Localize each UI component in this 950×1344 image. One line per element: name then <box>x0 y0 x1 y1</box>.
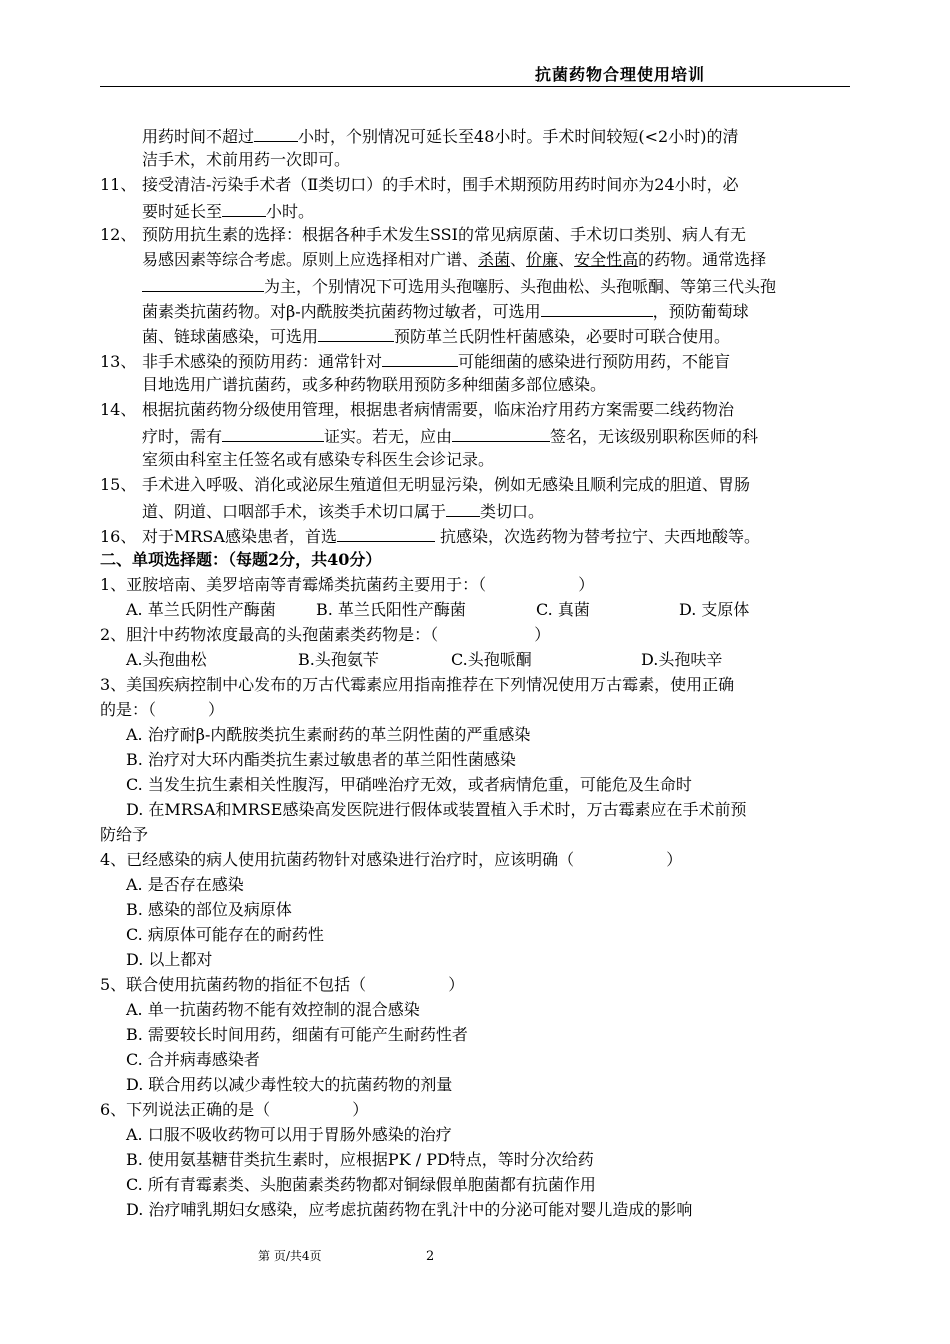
mc-question-1-stem: 1、亚胺培南、美罗培南等青霉烯类抗菌药主要用于：（ ） <box>100 575 595 594</box>
q10-line-2: 洁手术，术前用药一次即可。 <box>142 150 351 169</box>
footer-page-number: 2 <box>426 1249 435 1264</box>
option-c[interactable]: C. 当发生抗生素相关性腹泻，甲硝唑治疗无效，或者病情危重，可能危及生命时 <box>126 775 692 794</box>
question-16: 16、 对于MRSA感染患者，首选 抗感染，次选药物为替考拉宁、夫西地酸等。 <box>100 522 852 547</box>
page-header-title: 抗菌药物合理使用培训 <box>535 65 706 84</box>
mc-question-6-stem: 6、下列说法正确的是（ ） <box>100 1100 369 1119</box>
option-b[interactable]: B. 治疗对大环内酯类抗生素过敏患者的革兰阳性菌感染 <box>126 750 516 769</box>
option-a[interactable]: A.头孢曲松 <box>126 650 207 669</box>
answer-blank[interactable] <box>222 422 324 442</box>
answer-blank[interactable] <box>222 197 266 217</box>
question-11: 11、 接受清洁-污染手术者（Ⅱ类切口）的手术时，围手术期预防用药时间亦为24小时，必 <box>100 172 852 197</box>
question-14-line-3: 室须由科室主任签名或有感染专科医生会诊记录。 <box>142 450 495 469</box>
option-d[interactable]: D.头孢呋辛 <box>641 650 723 669</box>
question-number: 11、 <box>100 175 137 194</box>
option-c[interactable]: C. 合并病毒感染者 <box>126 1050 260 1069</box>
option-a[interactable]: A. 治疗耐β-内酰胺类抗生素耐药的革兰阴性菌的严重感染 <box>126 725 531 744</box>
option-d[interactable]: D. 在MRSA和MRSE感染高发医院进行假体或装置植入手术时，万古霉素应在手术前预 <box>126 800 747 819</box>
option-d[interactable]: D. 以上都对 <box>126 950 213 969</box>
document-body <box>100 122 852 1222</box>
option-a[interactable]: A. 是否存在感染 <box>126 875 244 894</box>
footer-page-text: 第 页/共4页 <box>258 1249 322 1263</box>
answer-blank[interactable] <box>337 522 435 542</box>
option-c[interactable]: C. 真菌 <box>536 600 590 619</box>
question-number: 16、 <box>100 527 137 546</box>
option-b[interactable]: B. 革兰氏阳性产酶菌 <box>316 600 466 619</box>
option-c[interactable]: C. 所有青霉素类、头胞菌素类药物都对铜绿假单胞菌都有抗菌作用 <box>126 1175 596 1194</box>
option-d[interactable]: D. 支原体 <box>679 600 750 619</box>
answer-blank[interactable] <box>541 297 653 317</box>
option-a[interactable]: A. 口服不吸收药物可以用于胃肠外感染的治疗 <box>126 1125 452 1144</box>
q10-line-1: 用药时间不超过 小时，个别情况可延长至48小时。手术时间较短(<2小时)的清 <box>100 122 852 147</box>
mc-question-2-stem: 2、胆汁中药物浓度最高的头孢菌素类药物是：（ ） <box>100 625 551 644</box>
option-c[interactable]: C. 病原体可能存在的耐药性 <box>126 925 324 944</box>
underlined-term: 安全性高 <box>574 250 639 269</box>
answer-blank[interactable] <box>446 497 480 517</box>
question-15-cont: 道、阴道、口咽部手术，该类手术切口属于 类切口。 <box>100 497 852 522</box>
option-d[interactable]: D. 治疗哺乳期妇女感染，应考虑抗菌药物在乳汁中的分泌可能对婴儿造成的影响 <box>126 1200 693 1219</box>
answer-blank[interactable] <box>452 422 550 442</box>
mc-question-3-stem-cont: 的是：（ ） <box>100 700 225 719</box>
question-number: 13、 <box>100 352 137 371</box>
question-12-line-5: 菌、链球菌感染，可选用 预防革兰氏阴性杆菌感染，必要时可联合使用。 <box>100 322 852 347</box>
question-13: 13、 非手术感染的预防用药：通常针对 可能细菌的感染进行预防用药，不能盲 <box>100 347 852 372</box>
mc-question-4-stem: 4、已经感染的病人使用抗菌药物针对感染进行治疗时，应该明确（ ） <box>100 850 683 869</box>
question-11-cont: 要时延长至 小时。 <box>100 197 852 222</box>
option-d[interactable]: D. 联合用药以减少毒性较大的抗菌药物的剂量 <box>126 1075 453 1094</box>
answer-blank[interactable] <box>382 347 458 367</box>
option-b[interactable]: B. 需要较长时间用药，细菌有可能产生耐药性者 <box>126 1025 468 1044</box>
header-divider <box>100 86 850 87</box>
mc-question-2-options <box>100 647 852 672</box>
section-heading: 二、单项选择题：（每题2分，共40分） <box>100 550 382 569</box>
option-b[interactable]: B. 感染的部位及病原体 <box>126 900 292 919</box>
answer-blank[interactable] <box>318 322 394 342</box>
mc-question-3-stem: 3、美国疾病控制中心发布的万古代霉素应用指南推荐在下列情况使用万古霉素，使用正确 <box>100 675 735 694</box>
mc-question-5-stem: 5、联合使用抗菌药物的指征不包括（ ） <box>100 975 465 994</box>
question-14-line-2: 疗时，需有 证实。若无，应由 签名，无该级别职称医师的科 <box>100 422 852 447</box>
question-12: 12、 预防用抗生素的选择：根据各种手术发生SSI的常见病原菌、手术切口类别、病人有无 <box>100 222 852 247</box>
mc-question-1-options <box>100 597 852 622</box>
underlined-term: 杀菌 <box>478 250 511 269</box>
question-12-line-2: 易感因素等综合考虑。原则上应选择相对广谱、杀菌、价廉、安全性高的药物。通常选择 <box>142 250 767 269</box>
question-13-cont: 目地选用广谱抗菌药，或多种药物联用预防多种细菌多部位感染。 <box>142 375 607 394</box>
underlined-term: 价廉 <box>526 250 559 269</box>
question-number: 15、 <box>100 475 137 494</box>
answer-blank[interactable] <box>142 272 264 292</box>
question-number: 12、 <box>100 225 137 244</box>
option-d-cont: 防给予 <box>100 825 149 844</box>
option-a[interactable]: A. 单一抗菌药物不能有效控制的混合感染 <box>126 1000 420 1019</box>
answer-blank[interactable] <box>254 122 298 142</box>
question-15: 15、 手术进入呼吸、消化或泌尿生殖道但无明显污染，例如无感染且顺利完成的胆道、胃肠 <box>100 472 852 497</box>
question-14: 14、 根据抗菌药物分级使用管理，根据患者病情需要，临床治疗用药方案需要二线药物治 <box>100 397 852 422</box>
option-b[interactable]: B. 使用氨基糖苷类抗生素时，应根据PK / PD特点，等时分次给药 <box>126 1150 594 1169</box>
question-12-line-3: 为主，个别情况下可选用头孢噻肟、头孢曲松、头孢哌酮、等第三代头孢 <box>100 272 852 297</box>
question-number: 14、 <box>100 400 137 419</box>
option-a[interactable]: A. 革兰氏阴性产酶菌 <box>126 600 276 619</box>
option-b[interactable]: B.头孢氨苄 <box>298 650 379 669</box>
option-c[interactable]: C.头孢哌酮 <box>451 650 532 669</box>
question-12-line-4: 菌素类抗菌药物。对β-内酰胺类抗菌药物过敏者，可选用 ，预防葡萄球 <box>100 297 852 322</box>
